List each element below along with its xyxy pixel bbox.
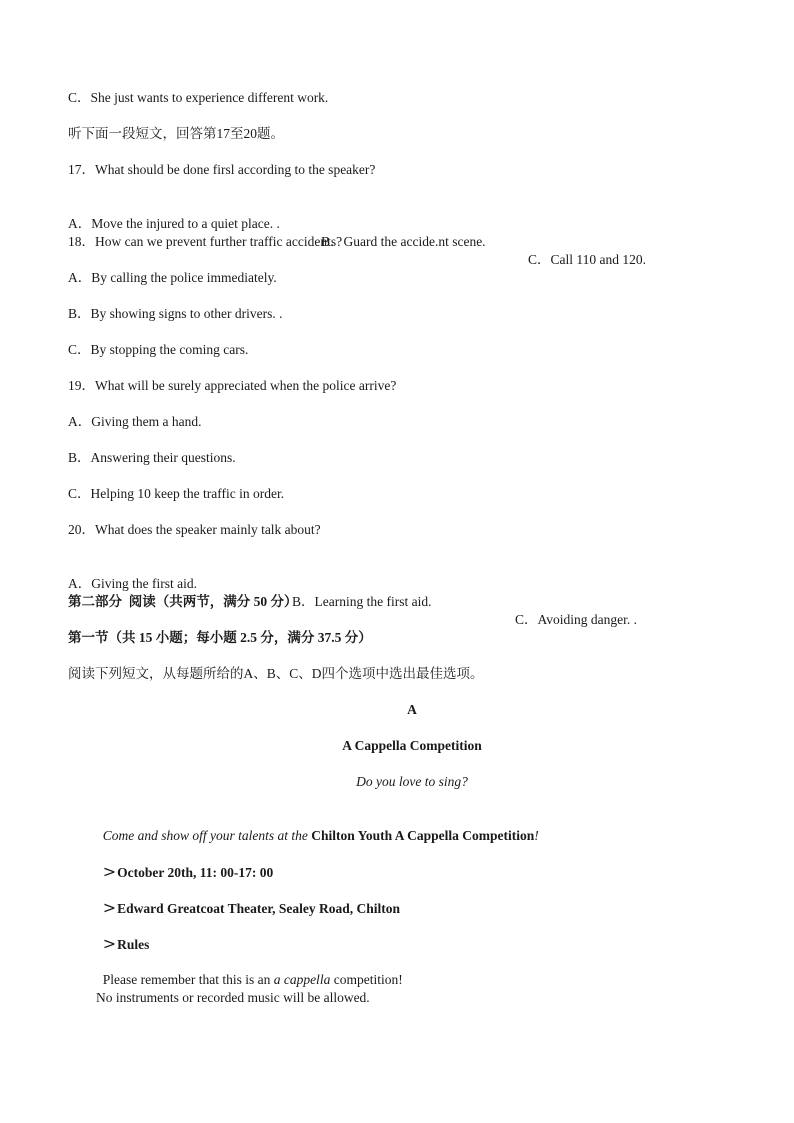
rules-text: Rules (117, 937, 150, 952)
rule1-post: competition! (330, 972, 403, 987)
q17-option-a: A．Move the injured to a quiet place. . (68, 216, 280, 231)
passage-subtitle: Do you love to sing? (356, 774, 468, 789)
q20-option-b: B．Learning the first aid. (292, 594, 432, 609)
passage-venue (96, 881, 400, 918)
venue-text: Edward Greatcoat Theater, Sealey Road, Chilton (117, 901, 401, 916)
arrow-icon: > (102, 934, 117, 953)
reading-section-title: 第一节（共 15 小题；每小题 2.5 分，满分 37.5 分） (68, 630, 372, 645)
intro-competition-name: Chilton Youth A Cappella Competition (311, 828, 535, 843)
q18-option-c: C．By stopping the coming cars. (68, 342, 249, 357)
q18-option-b: B．By showing signs to other drivers. . (68, 306, 283, 321)
passage-rule-1 (96, 953, 403, 989)
rule1-italic: a cappella (273, 972, 331, 987)
arrow-icon: > (102, 862, 117, 881)
q20-question: 20．What does the speaker mainly talk about? (68, 522, 321, 537)
reading-part-title: 第二部分 阅读（共两节，满分 50 分） (68, 594, 298, 609)
reading-instruction: 阅读下列短文，从每题所给的A、B、C、D四个选项中选出最佳选项。 (68, 666, 484, 681)
q17-question: 17．What should be done firsl according to the speaker? (68, 162, 376, 177)
q19-option-b: B．Answering their questions. (68, 450, 236, 465)
rule1-pre: Please remember that this is an (102, 972, 274, 987)
q18-option-a: A．By calling the police immediately. (68, 270, 277, 285)
q16-option-c: C．She just wants to experience different work. (68, 90, 329, 105)
intro-exclamation: ! (534, 828, 539, 843)
q20-option-c: C．Avoiding danger. . (515, 612, 637, 627)
passage-rules-heading (96, 917, 149, 954)
date-text: October 20th, 11: 00-17: 00 (117, 865, 274, 880)
q19-question: 19．What will be surely appreciated when the police arrive? (68, 378, 397, 393)
listening-instruction: 听下面一段短文，回答第17至20题。 (68, 126, 284, 141)
passage-title: A Cappella Competition (342, 738, 482, 753)
passage-rule-2: No instruments or recorded music will be allowed. (96, 990, 370, 1005)
arrow-icon: > (102, 898, 117, 917)
intro-italic-text: Come and show off your talents at the (102, 828, 312, 843)
passage-letter: A (407, 702, 417, 717)
q18-question: 18．How can we prevent further traffic accidents? (68, 234, 343, 249)
passage-intro (96, 809, 539, 845)
q17-option-b: B．Guard the accide.nt scene. (321, 234, 486, 249)
q19-option-a: A．Giving them a hand. (68, 414, 202, 429)
q20-option-a: A．Giving the first aid. (68, 576, 197, 591)
passage-date (96, 845, 273, 882)
q19-option-c: C．Helping 10 keep the traffic in order. (68, 486, 285, 501)
q17-option-c: C．Call 110 and 120. (528, 252, 646, 267)
